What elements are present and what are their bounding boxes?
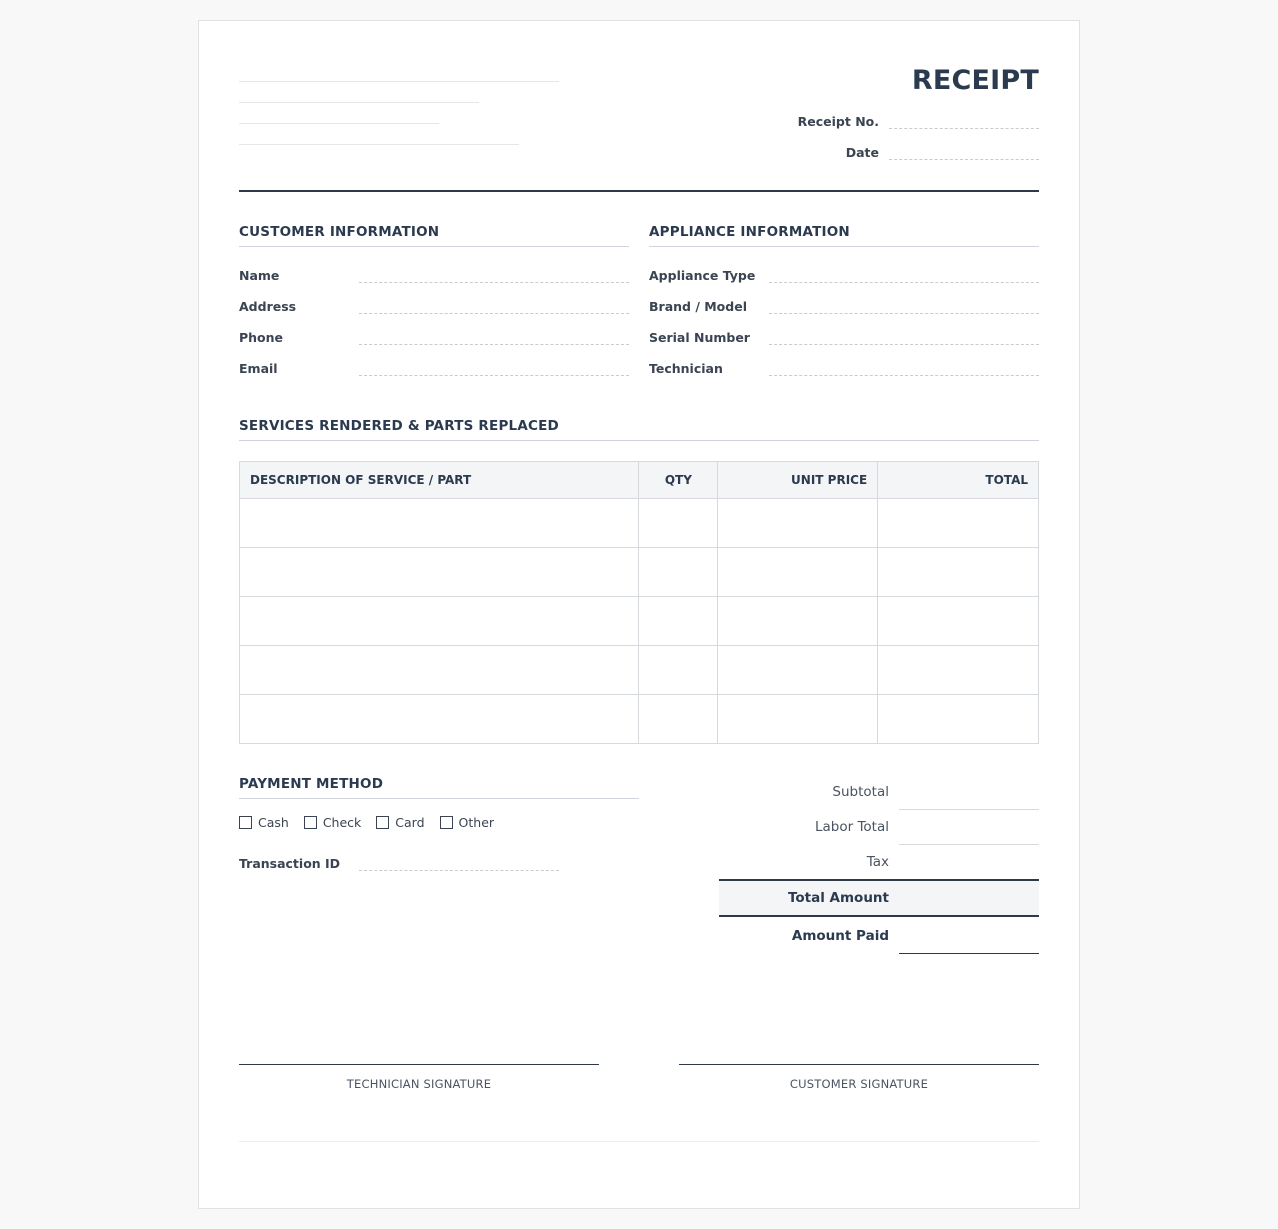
appliance-type-label: Appliance Type (649, 268, 756, 283)
customer-email-label: Email (239, 361, 278, 376)
table-row (240, 548, 1039, 597)
table-row (240, 597, 1039, 646)
company-line-1 (239, 81, 559, 82)
total-cell[interactable] (878, 548, 1039, 597)
technician-label: Technician (649, 361, 723, 376)
other-checkbox[interactable] (440, 816, 453, 829)
description-cell[interactable] (240, 548, 639, 597)
footer-divider (239, 1141, 1039, 1142)
services-table-header (240, 462, 1039, 499)
description-cell[interactable] (240, 597, 639, 646)
payment-section-title: PAYMENT METHOD (239, 776, 384, 792)
date-field[interactable] (889, 159, 1039, 160)
appliance-section-title: APPLIANCE INFORMATION (649, 224, 850, 240)
transaction-id-label: Transaction ID (239, 856, 341, 871)
labor-total-field[interactable] (899, 844, 1039, 845)
description-cell[interactable] (240, 646, 639, 695)
amount-paid-field[interactable] (899, 953, 1039, 954)
serial-number-label: Serial Number (649, 330, 750, 345)
payment-option-check[interactable] (304, 815, 361, 830)
payment-section-rule (239, 798, 639, 799)
customer-section-rule (239, 246, 629, 247)
company-line-3 (239, 123, 439, 124)
technician-signature-line[interactable] (239, 1064, 599, 1065)
unit-price-cell[interactable] (718, 548, 878, 597)
qty-cell[interactable] (639, 548, 718, 597)
company-line-4 (239, 144, 519, 145)
cash-label: Cash (258, 815, 289, 830)
customer-signature-label: CUSTOMER SIGNATURE (789, 1077, 929, 1091)
unit-price-cell[interactable] (718, 597, 878, 646)
company-line-2 (239, 102, 479, 103)
qty-cell[interactable] (639, 695, 718, 744)
description-cell[interactable] (240, 499, 639, 548)
receipt-no-field[interactable] (889, 128, 1039, 129)
description-cell[interactable] (240, 695, 639, 744)
customer-phone-field[interactable] (359, 344, 629, 345)
table-row (240, 646, 1039, 695)
qty-cell[interactable] (639, 646, 718, 695)
receipt-title: RECEIPT (911, 65, 1039, 96)
col-qty: QTY (639, 462, 718, 499)
unit-price-cell[interactable] (718, 499, 878, 548)
labor-total-label: Labor Total (815, 819, 889, 835)
payment-option-card[interactable] (376, 815, 424, 830)
customer-section-title: CUSTOMER INFORMATION (239, 224, 440, 240)
col-unit-price: UNIT PRICE (718, 462, 878, 499)
customer-name-field[interactable] (359, 282, 629, 283)
cash-checkbox[interactable] (239, 816, 252, 829)
total-cell[interactable] (878, 499, 1039, 548)
technician-signature-label: TECHNICIAN SIGNATURE (346, 1077, 492, 1091)
subtotal-label: Subtotal (832, 784, 889, 800)
receipt-page (198, 20, 1080, 1209)
total-cell[interactable] (878, 695, 1039, 744)
col-description: DESCRIPTION OF SERVICE / PART (240, 462, 639, 499)
other-label: Other (458, 815, 495, 830)
amount-paid-label: Amount Paid (791, 928, 889, 944)
unit-price-cell[interactable] (718, 646, 878, 695)
total-cell[interactable] (878, 597, 1039, 646)
subtotal-field[interactable] (899, 809, 1039, 810)
customer-address-field[interactable] (359, 313, 629, 314)
customer-phone-label: Phone (239, 330, 284, 345)
unit-price-cell[interactable] (718, 695, 878, 744)
customer-signature-line[interactable] (679, 1064, 1039, 1065)
customer-email-field[interactable] (359, 375, 629, 376)
payment-option-other[interactable] (440, 815, 495, 830)
card-label: Card (395, 815, 425, 830)
brand-model-field[interactable] (769, 313, 1039, 314)
services-section-rule (239, 440, 1039, 441)
table-row (240, 695, 1039, 744)
check-label: Check (322, 815, 362, 830)
customer-name-label: Name (239, 268, 280, 283)
serial-number-field[interactable] (769, 344, 1039, 345)
total-amount-label: Total Amount (787, 890, 889, 906)
card-checkbox[interactable] (376, 816, 389, 829)
tax-label: Tax (866, 854, 889, 870)
col-total: TOTAL (878, 462, 1039, 499)
customer-address-label: Address (239, 299, 297, 314)
appliance-section-rule (649, 246, 1039, 247)
date-label: Date (845, 145, 879, 160)
appliance-type-field[interactable] (769, 282, 1039, 283)
receipt-no-label: Receipt No. (797, 114, 879, 129)
qty-cell[interactable] (639, 499, 718, 548)
qty-cell[interactable] (639, 597, 718, 646)
check-checkbox[interactable] (304, 816, 317, 829)
total-cell[interactable] (878, 646, 1039, 695)
transaction-id-field[interactable] (359, 870, 559, 871)
services-section-title: SERVICES RENDERED & PARTS REPLACED (239, 418, 559, 434)
payment-options (239, 815, 509, 830)
payment-option-cash[interactable] (239, 815, 289, 830)
services-table (239, 461, 1039, 744)
brand-model-label: Brand / Model (649, 299, 747, 314)
table-row (240, 499, 1039, 548)
technician-field[interactable] (769, 375, 1039, 376)
header-divider (239, 190, 1039, 192)
